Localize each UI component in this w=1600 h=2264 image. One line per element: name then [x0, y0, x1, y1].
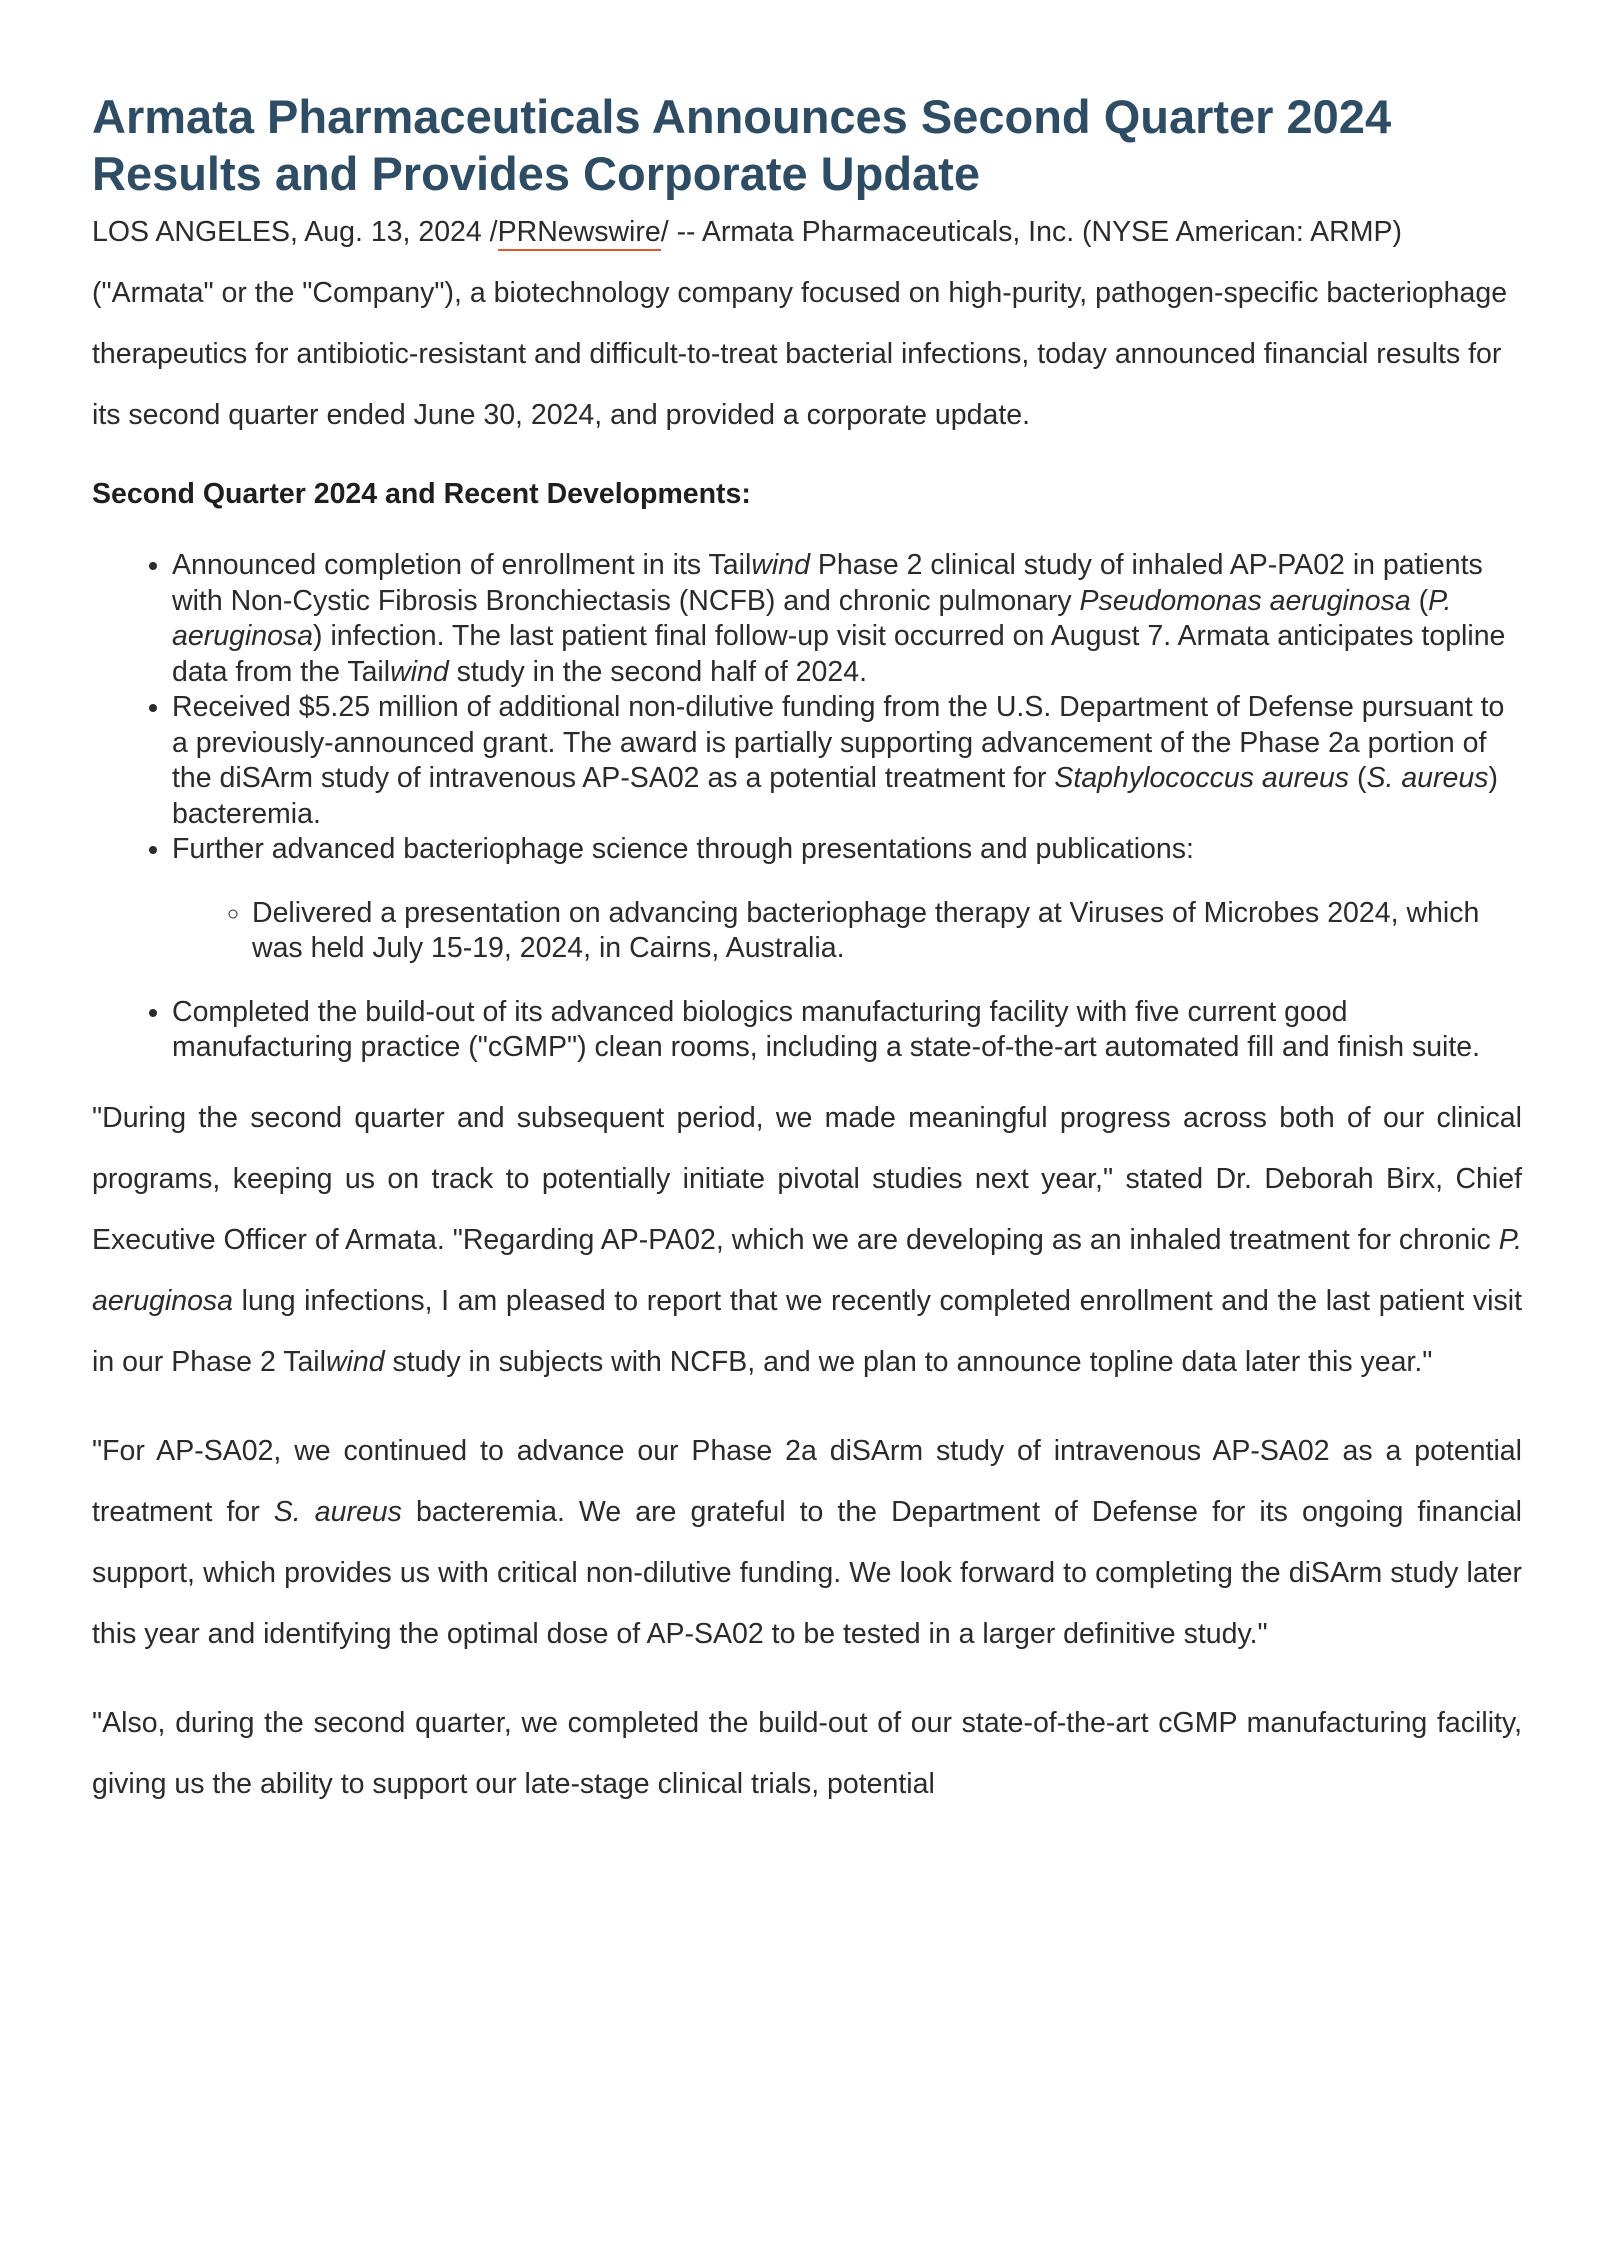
prnewswire-link[interactable]: PRNewswire	[498, 216, 661, 251]
list-item: • Completed the build-out of its advanced biologics manufacturing facility with five current good manufacturing practice ("cGMP") clean rooms, including a state-of-the-art automated fill and finish suite.	[172, 995, 1522, 1066]
quote-paragraph-3: "Also, during the second quarter, we completed the build-out of our state-of-the-art cGMP manufacturing facility, giving us the ability to support our late-stage clinical trials, potential	[92, 1706, 1522, 1800]
quote-paragraph-2: "For AP-SA02, we continued to advance our Phase 2a diSArm study of intravenous AP-SA02 as a potential treatment for S. aureus bacteremia. We are grateful to the Department of Defense for its ongoing financial support, which provides us with critical non-dilutive funding. We look forward to completing the diSArm study later this year and identifying the optimal dose of AP-SA02 to be tested in a larger definitive study."	[92, 1434, 1523, 1650]
press-release	[92, 88, 1522, 1815]
lead-paragraph	[92, 202, 1522, 446]
sub-list-item: ◦ Delivered a presentation on advancing bacteriophage therapy at Viruses of Microbes 2024, which was held July 15-19, 2024, in Cairns, Australia.	[252, 896, 1522, 967]
list-item: • Further advanced bacteriophage science through presentations and publications: ◦ Delivered a presentation on advancing bacteriophage therapy at Viruses of Microbes 2024, which was held July 15-19, 2024, in Cairns, Australia.	[172, 832, 1522, 967]
lead-text: / -- Armata Pharmaceuticals, Inc. (NYSE American: ARMP) ("Armata" or the "Company"), a biotechnology company focused on high-purity, pathogen-specific bacteriophage therapeutics for antibiotic-resistant and difficult-to-treat bacterial infections, today announced financial results for its second quarter ended June 30, 2024, and provided a corporate update.	[92, 216, 1508, 431]
article-title: Armata Pharmaceuticals Announces Second Quarter 2024 Results and Provides Corporate Update	[92, 90, 1392, 200]
developments-list	[92, 548, 1522, 1066]
list-item: • Received $5.25 million of additional non-dilutive funding from the U.S. Department of Defense pursuant to a previously-announced grant. The award is partially supporting advancement of the Phase 2a portion of the diSArm study of intravenous AP-SA02 as a potential treatment for Staphylococcus aureus (S. aureus) bacteremia.	[172, 690, 1522, 832]
section-heading: Second Quarter 2024 and Recent Developments:	[92, 478, 751, 510]
quote-paragraph-1: "During the second quarter and subsequent period, we made meaningful progress across both of our clinical programs, keeping us on track to potentially initiate pivotal studies next year," stated Dr. Deborah Birx, Chief Executive Officer of Armata. "Regarding AP-PA02, which we are developing as an inhaled treatment for chronic P. aeruginosa lung infections, I am pleased to report that we recently completed enrollment and the last patient visit in our Phase 2 Tailwind study in subjects with NCFB, and we plan to announce topline data later this year."	[92, 1101, 1522, 1378]
dateline: LOS ANGELES, Aug. 13, 2024 /	[92, 216, 498, 248]
sub-list	[172, 896, 1522, 967]
list-item: • Announced completion of enrollment in its Tailwind Phase 2 clinical study of inhaled AP-PA02 in patients with Non-Cystic Fibrosis Bronchiectasis (NCFB) and chronic pulmonary Pseudomonas aeruginosa (P. aeruginosa) infection. The last patient final follow-up visit occurred on August 7. Armata anticipates topline data from the Tailwind study in the second half of 2024.	[172, 548, 1522, 690]
